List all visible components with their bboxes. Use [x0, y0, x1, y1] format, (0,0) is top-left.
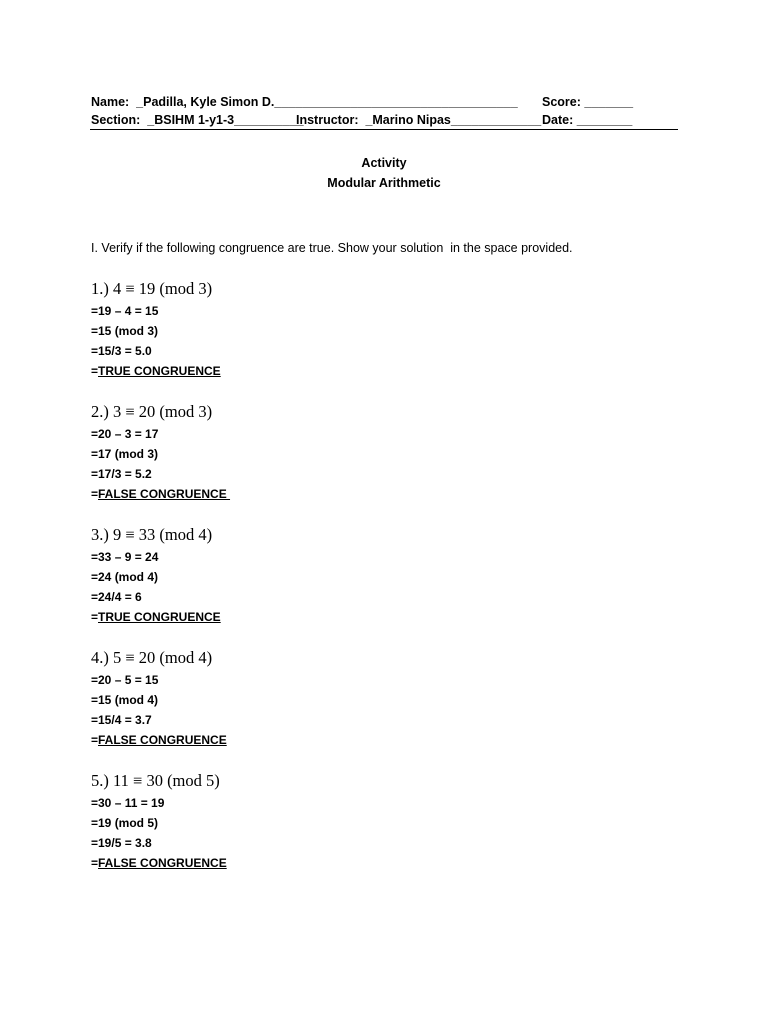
date-line: Date: ________ [542, 113, 633, 127]
problem-5 [91, 771, 227, 873]
solution-step: =15/3 = 5.0 [91, 344, 152, 358]
verdict-line [91, 484, 230, 504]
name-line: Name: _Padilla, Kyle Simon D.___________________________________ [91, 95, 518, 109]
verdict-prefix: = [91, 733, 99, 747]
verdict-prefix: = [91, 487, 99, 501]
solution-step: =24/4 = 6 [91, 590, 142, 604]
verdict-line [91, 361, 221, 381]
section-line: Section: _BSIHM 1-y1-3__________ [91, 113, 304, 127]
problem-equation: 4.) 5 ≡ 20 (mod 4) [91, 648, 213, 667]
problem-equation: 3.) 9 ≡ 33 (mod 4) [91, 525, 213, 544]
verdict-line [91, 730, 227, 750]
verdict-text: TRUE CONGRUENCE [98, 610, 221, 624]
problem-3 [91, 525, 221, 627]
solution-step: =17/3 = 5.2 [91, 467, 152, 481]
verdict-line [91, 853, 227, 873]
header-divider [90, 129, 678, 130]
solution-step: =19 – 4 = 15 [91, 304, 159, 318]
problem-2 [91, 402, 230, 504]
verdict-text: TRUE CONGRUENCE [98, 364, 221, 378]
activity-subtitle: Modular Arithmetic [327, 176, 441, 190]
solution-step: =17 (mod 3) [91, 447, 159, 461]
verdict-prefix: = [91, 610, 99, 624]
solution-step: =15 (mod 4) [91, 693, 159, 707]
activity-title: Activity [361, 156, 407, 170]
verdict-text: FALSE CONGRUENCE [98, 733, 227, 747]
problem-equation: 2.) 3 ≡ 20 (mod 3) [91, 402, 213, 421]
instructions: I. Verify if the following congruence are true. Show your solution in the space provided. [91, 241, 573, 255]
verdict-text: FALSE CONGRUENCE [98, 856, 227, 870]
solution-step: =15 (mod 3) [91, 324, 159, 338]
problem-equation: 1.) 4 ≡ 19 (mod 3) [91, 279, 213, 298]
solution-step: =30 – 11 = 19 [91, 796, 165, 810]
solution-step: =15/4 = 3.7 [91, 713, 152, 727]
verdict-prefix: = [91, 856, 99, 870]
instructor-line: Instructor: _Marino Nipas_____________ [296, 113, 542, 127]
solution-step: =19 (mod 5) [91, 816, 159, 830]
verdict-prefix: = [91, 364, 99, 378]
verdict-text: FALSE CONGRUENCE [98, 487, 231, 501]
solution-step: =24 (mod 4) [91, 570, 159, 584]
problem-1 [91, 279, 221, 381]
verdict-line [91, 607, 221, 627]
problem-equation: 5.) 11 ≡ 30 (mod 5) [91, 771, 220, 790]
solution-step: =20 – 3 = 17 [91, 427, 159, 441]
solution-step: =19/5 = 3.8 [91, 836, 152, 850]
solution-step: =33 – 9 = 24 [91, 550, 159, 564]
problem-4 [91, 648, 227, 750]
solution-step: =20 – 5 = 15 [91, 673, 159, 687]
score-line: Score: _______ [542, 95, 634, 109]
